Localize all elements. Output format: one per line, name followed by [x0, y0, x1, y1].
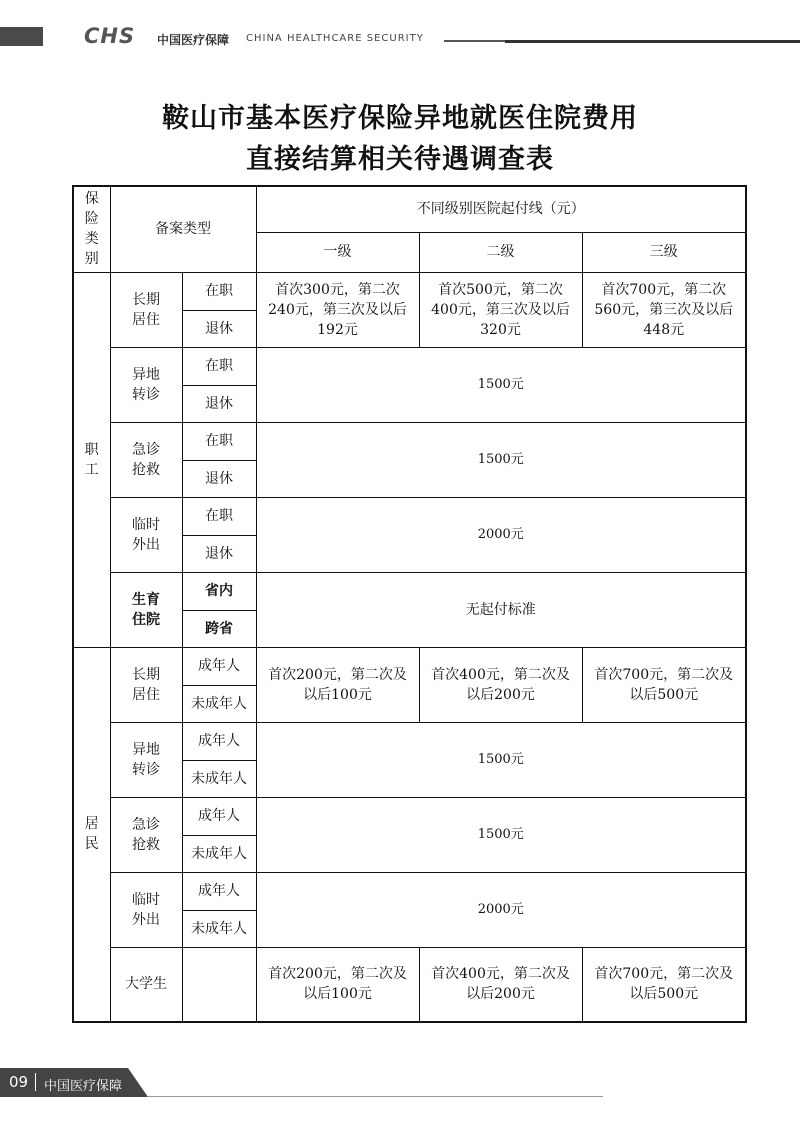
resident-temporary-sub-1: 成年人 [182, 872, 256, 910]
resident-student-sub-empty [182, 947, 256, 1022]
resident-transfer-fee: 1500元 [256, 722, 746, 797]
header-rule-thick [505, 40, 800, 43]
resident-temporary-text: 临时外出 [132, 891, 160, 928]
resident-transfer-text: 异地转诊 [132, 741, 160, 778]
employee-transfer-sub-1: 在职 [182, 347, 256, 385]
resident-student-fee-l1: 首次200元，第二次及以后100元 [256, 947, 419, 1022]
employee-maternity-sub-1: 省内 [182, 572, 256, 610]
employee-long-term-fee-l2: 首次500元，第二次400元，第三次及以后320元 [419, 272, 582, 347]
employee-temporary-text: 临时外出 [132, 516, 160, 553]
header-block [0, 27, 43, 46]
resident-temporary-label [110, 872, 182, 947]
resident-category [73, 647, 110, 1022]
employee-long-term-fee-l3: 首次700元，第二次560元，第三次及以后448元 [582, 272, 746, 347]
level-2-header: 二级 [419, 232, 582, 272]
page-title-line1: 鞍山市基本医疗保险异地就医住院费用 [162, 103, 638, 134]
resident-emergency-fee: 1500元 [256, 797, 746, 872]
page-title-line2: 直接结算相关待遇调查表 [246, 144, 554, 175]
employee-transfer-sub-2: 退休 [182, 385, 256, 422]
page-number: 09 [9, 1073, 29, 1091]
resident-emergency-sub-2: 未成年人 [182, 835, 256, 872]
employee-category [73, 272, 110, 647]
resident-emergency-sub-1: 成年人 [182, 797, 256, 835]
resident-category-text: 居民 [84, 816, 99, 853]
resident-student-label: 大学生 [110, 947, 182, 1022]
resident-long-term-fee-l3: 首次700元，第二次及以后500元 [582, 647, 746, 722]
level-3-header: 三级 [582, 232, 746, 272]
resident-temporary-fee: 2000元 [256, 872, 746, 947]
employee-transfer-text: 异地转诊 [132, 366, 160, 403]
resident-long-term-label [110, 647, 182, 722]
employee-maternity-text: 生育住院 [132, 591, 160, 628]
header-brand-en: CHINA HEALTHCARE SECURITY [246, 33, 424, 44]
employee-temporary-label [110, 497, 182, 572]
resident-temporary-sub-2: 未成年人 [182, 910, 256, 947]
record-type-header: 备案类型 [110, 186, 256, 272]
resident-emergency-label [110, 797, 182, 872]
resident-student-fee-l3: 首次700元，第二次及以后500元 [582, 947, 746, 1022]
chs-logo: CHS [84, 24, 136, 48]
employee-long-term-sub-1: 在职 [182, 272, 256, 310]
resident-transfer-sub-1: 成年人 [182, 722, 256, 760]
employee-maternity-fee: 无起付标准 [256, 572, 746, 647]
employee-emergency-fee: 1500元 [256, 422, 746, 497]
employee-long-term-text: 长期居住 [132, 291, 160, 328]
employee-long-term-label [110, 272, 182, 347]
resident-long-term-sub-2: 未成年人 [182, 685, 256, 722]
resident-long-term-fee-l1: 首次200元，第二次及以后100元 [256, 647, 419, 722]
employee-category-text: 职工 [84, 441, 99, 478]
resident-student-fee-l2: 首次400元，第二次及以后200元 [419, 947, 582, 1022]
employee-emergency-text: 急诊抢救 [132, 441, 160, 478]
level-1-header: 一级 [256, 232, 419, 272]
header-brand-cn: 中国医疗保障 [157, 33, 230, 47]
employee-long-term-fee-l1: 首次300元，第二次240元，第三次及以后192元 [256, 272, 419, 347]
employee-temporary-sub-1: 在职 [182, 497, 256, 535]
footer-separator [35, 1073, 36, 1091]
insurance-type-header [73, 186, 110, 272]
resident-long-term-sub-1: 成年人 [182, 647, 256, 685]
insurance-type-header-text: 保险类别 [84, 191, 99, 268]
resident-transfer-label [110, 722, 182, 797]
employee-transfer-label [110, 347, 182, 422]
employee-temporary-sub-2: 退休 [182, 535, 256, 572]
employee-emergency-sub-2: 退休 [182, 460, 256, 497]
footer-rule [148, 1096, 603, 1097]
employee-long-term-sub-2: 退休 [182, 310, 256, 347]
threshold-header: 不同级别医院起付线（元） [256, 186, 746, 232]
employee-maternity-label [110, 572, 182, 647]
resident-long-term-fee-l2: 首次400元，第二次及以后200元 [419, 647, 582, 722]
resident-long-term-text: 长期居住 [132, 666, 160, 703]
employee-maternity-sub-2: 跨省 [182, 610, 256, 647]
resident-emergency-text: 急诊抢救 [132, 816, 160, 853]
resident-transfer-sub-2: 未成年人 [182, 760, 256, 797]
footer-brand: 中国医疗保障 [44, 1079, 123, 1094]
header-rule-thin [444, 40, 506, 42]
employee-emergency-label [110, 422, 182, 497]
benefits-table [72, 185, 747, 1023]
employee-emergency-sub-1: 在职 [182, 422, 256, 460]
employee-temporary-fee: 2000元 [256, 497, 746, 572]
employee-transfer-fee: 1500元 [256, 347, 746, 422]
